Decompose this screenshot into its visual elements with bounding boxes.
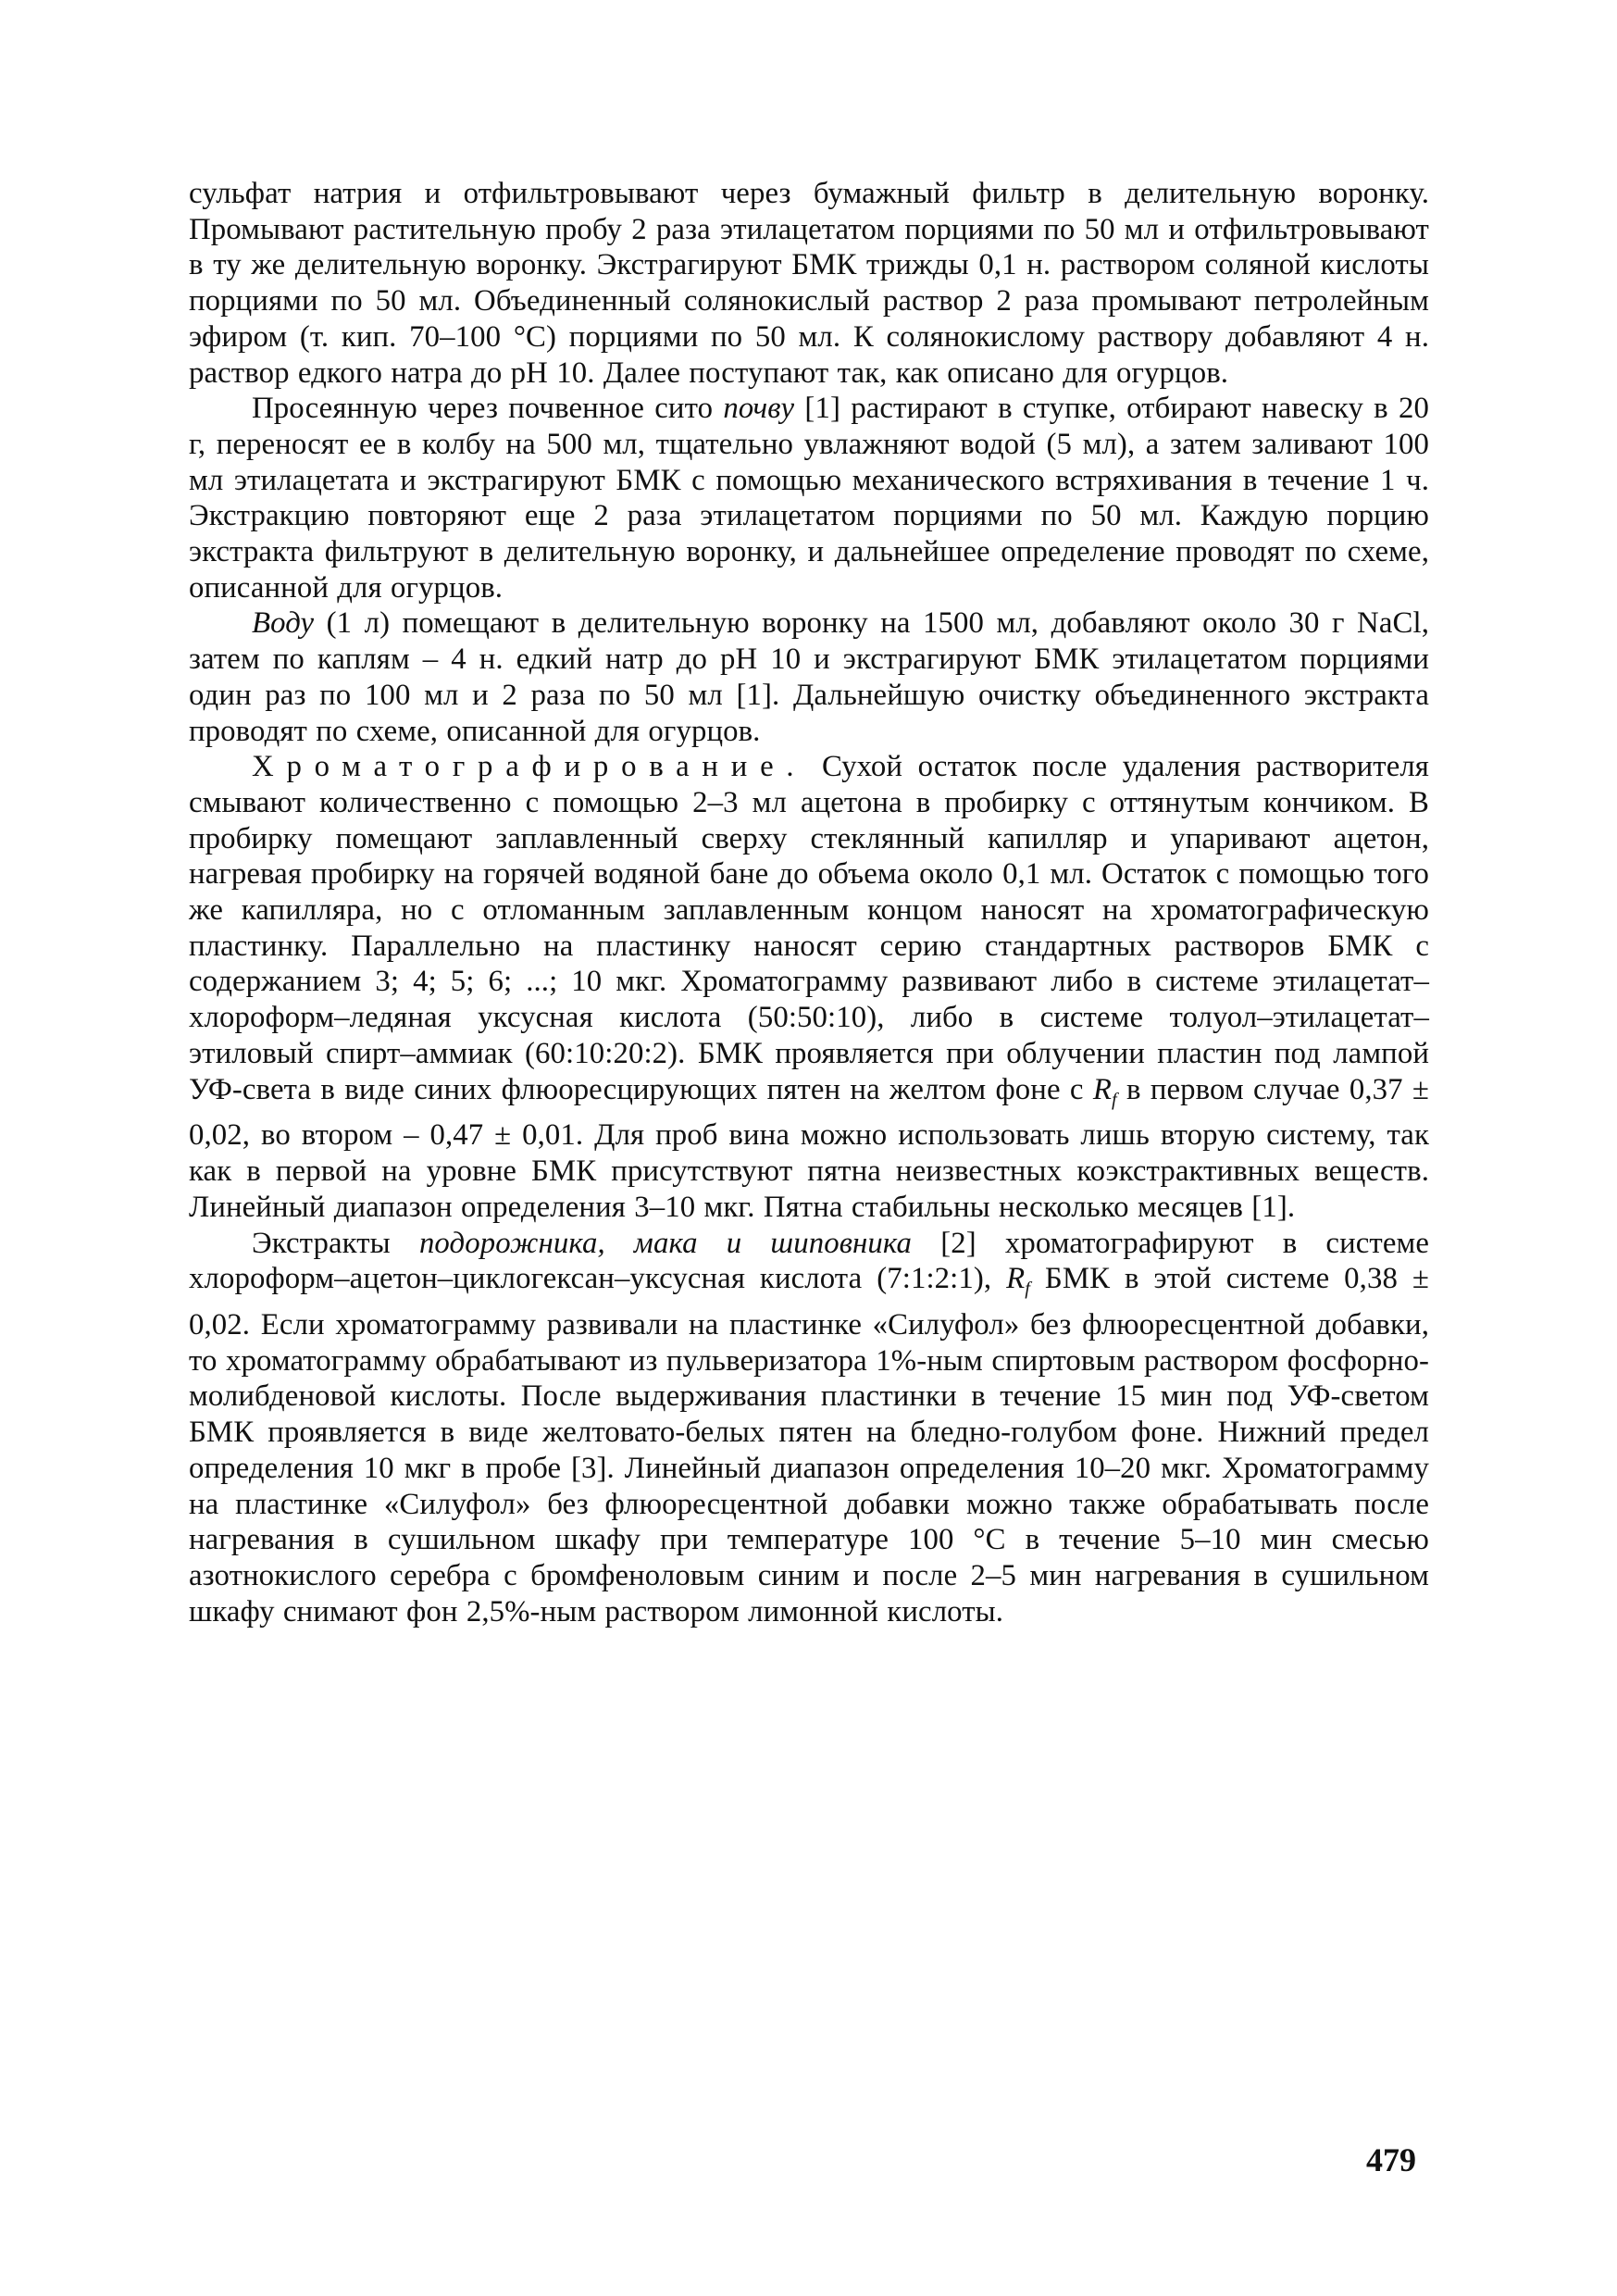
paragraph-extracts: Экстракты подорожника, мака и шиповника [2] хроматографируют в системе хлороформ–ацетон–циклогексан–уксусная кислота (7:1:2:1), $R_f$ БМК в этой системе 0,38 ± 0,02. Если хроматограмму развивали на пластинке «Силуфол» без флюоресцентной добавки, то хроматограмму обрабатывают из пульверизатора 1%-ным спиртовым раствором фосфорно-молибденовой кислоты. После выдерживания пластинки в течение 15 мин под УФ-светом БМК проявляется в виде желтовато-белых пятен на бледно-голубом фоне. Нижний предел определения 10 мкг в пробе [3]. Линейный диапазон определения 10–20 мкг. Хроматограмму на пластинке «Силуфол» без флюоресцентной добавки можно также обрабатывать после нагревания в сушильном шкафу при температуре 100 °С в течение 5–10 мин смесью азотнокислого серебра с бромфеноловым синим и после 2–5 мин нагревания в сушильном шкафу снимают фон 2,5%-ным раствором лимонной кислоты. bbox=[189, 1226, 1430, 1628]
paragraph-water: Воду (1 л) помещают в делительную воронку на 1500 мл, добавляют около 30 г NaCl, затем по каплям – 4 н. едкий натр до pH 10 и экстрагируют БМК этилацетатом порциями один раз по 100 мл и 2 раза по 50 мл [1]. Дальнейшую очистку объединенного экстракта проводят по схеме, описанной для огурцов. bbox=[189, 606, 1429, 748]
rf-symbol: $R_f$ bbox=[1006, 1262, 1030, 1300]
paragraph-sodium-sulfate: сульфат натрия и отфильтровывают через бумажный фильтр в делительную воронку. Промывают растительную пробу 2 раза этилацетатом порциями по 50 мл и отфильтровывают в ту же делительную воронку. Экстрагируют БМК трижды 0,1 н. раствором соляной кислоты порциями по 50 мл. Объединенный солянокислый раствор 2 раза промывают петролейным эфиром (т. кип. 70–100 °С) порциями по 50 мл. К солянокислому раствору добавляют 4 н. раствор едкого натра до pH 10. Далее поступают так, как описано для огурцов. bbox=[189, 177, 1429, 390]
plants-term: подорожника, мака и шиповника bbox=[418, 1226, 913, 1260]
soil-term: почву bbox=[723, 392, 795, 426]
section-heading-chromatography: Хроматографирование. bbox=[252, 750, 807, 784]
page-body bbox=[189, 176, 1429, 1629]
water-term: Воду bbox=[252, 606, 315, 641]
page-number: 479 bbox=[1366, 2141, 1416, 2178]
paragraph-chromatography: Хроматографирование. Сухой остаток после удаления растворителя смывают количественно с помощью 2–3 мл ацетона в пробирку с оттянутым кончиком. В пробирку помещают заплавленный сверху стеклянный капилляр и упаривают ацетон, нагревая пробирку на горячей водяной бане до объема около 0,1 мл. Остаток с помощью того же капилляра, но с отломанным заплавленным концом наносят на хроматографическую пластинку. Параллельно на пластинку наносят серию стандартных растворов БМК с содержанием 3; 4; 5; 6; ...; 10 мкг. Хроматограмму развивают либо в системе этилацетат–хлороформ–ледяная уксусная кислота (50:50:10), либо в системе толуол–этилацетат–этиловый спирт–аммиак (60:10:20:2). БМК проявляется при облучении пластин под лампой УФ-света в виде синих флюоресцирующих пятен на желтом фоне с $R_f$ в первом случае 0,37 ± 0,02, во втором – 0,47 ± 0,01. Для проб вина можно использовать лишь вторую систему, так как в первой на уровне БМК присутствуют пятна неизвестных коэкстрактивных веществ. Линейный диапазон определения 3–10 мкг. Пятна стабильны несколько месяцев [1]. bbox=[189, 750, 1429, 1224]
paragraph-soil: Просеянную через почвенное сито почву [1] растирают в ступке, отбирают навеску в 20 г, переносят ее в колбу на 500 мл, тщательно увлажняют водой (5 мл), а затем заливают 100 мл этилацетата и экстрагируют БМК с помощью механического встряхивания в течение 1 ч. Экстракцию повторяют еще 2 раза этилацетатом порциями по 50 мл. Каждую порцию экстракта фильтруют в делительную воронку, и дальнейшее определение проводят по схеме, описанной для огурцов. bbox=[189, 392, 1429, 605]
rf-symbol: $R_f$ bbox=[1092, 1072, 1117, 1110]
